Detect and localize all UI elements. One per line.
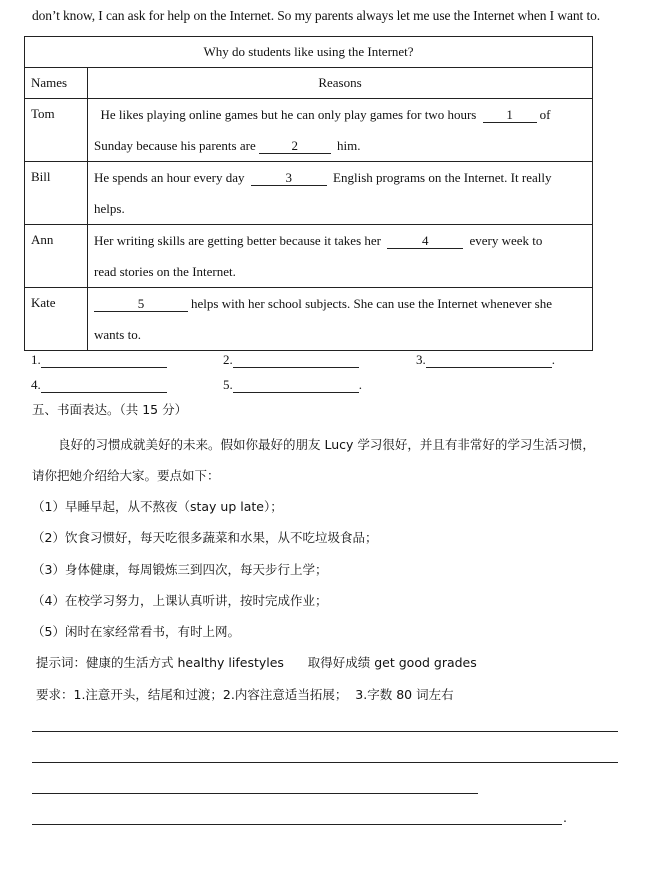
reason-text: read stories on the Internet. [94,264,236,279]
writing-line[interactable] [32,793,478,794]
row-reason-kate [88,288,593,351]
passage-last-line: don’t know, I can ask for help on the Internet. So my parents always let me use the Internet when I want to. [32,8,601,23]
requirements: 要求：1.注意开头，结尾和过渡；2.内容注意适当拓展； 3.字数 80 词左右 [36,687,454,702]
reason-text: helps with her school subjects. She can use the Internet whenever she [191,296,553,311]
writing-line[interactable] [32,762,618,763]
answer-4[interactable] [31,377,167,393]
point-2: （2）饮食习惯好，每天吃很多蔬菜和水果，从不吃垃圾食品； [32,530,378,545]
answer-5[interactable] [223,377,362,393]
answer-number: 2. [223,352,233,367]
answer-number: 5. [223,377,233,392]
reason-text: Her writing skills are getting better because it takes her [94,233,381,248]
table-row [25,99,593,162]
reason-text: He spends an hour every day [94,170,245,185]
reason-text: Sunday because his parents are [94,138,256,153]
prompt-intro-line-1: 良好的习惯成就美好的未来。假如你最好的朋友 Lucy 学习很好，并且有非常好的学习生活习惯， [58,437,595,452]
row-reason-ann [88,225,593,288]
blank-1: 1 [483,107,537,123]
point-4: （4）在校学习努力，上课认真听讲，按时完成作业； [32,593,328,608]
row-name-bill: Bill [25,162,88,225]
reason-text: He likes playing online games but he can only play games for two hours [100,107,477,122]
writing-line[interactable] [32,731,618,732]
table-row [25,162,593,225]
answer-number: 1. [31,352,41,367]
hint-words: 提示词：健康的生活方式 healthy lifestyles 取得好成绩 get good grades [36,655,477,670]
point-3: （3）身体健康，每周锻炼三到四次，每天步行上学； [32,562,328,577]
answer-3[interactable] [416,352,555,368]
reason-text: every week to [469,233,543,248]
row-reason-tom [88,99,593,162]
point-1: （1）早睡早起，从不熬夜（stay up late）； [32,499,283,514]
table-row [25,288,593,351]
reasons-table [24,36,593,351]
reason-text: helps. [94,201,125,216]
section-title: 五、书面表达。（共 15 分） [32,402,188,417]
row-name-tom: Tom [25,99,88,162]
answer-2[interactable] [223,352,359,368]
header-names: Names [25,68,88,99]
row-reason-bill [88,162,593,225]
reason-text: wants to. [94,327,141,342]
row-name-ann: Ann [25,225,88,288]
writing-line[interactable] [32,824,562,825]
blank-4: 4 [387,233,463,249]
reason-text: English programs on the Internet. It really [333,170,552,185]
blank-5: 5 [94,296,188,312]
table-caption: Why do students like using the Internet? [25,37,593,68]
answer-1[interactable] [31,352,167,368]
blank-3: 3 [251,170,327,186]
point-5: （5）闲时在家经常看书，有时上网。 [32,624,240,639]
writing-end-mark: . [563,810,567,825]
table-row [25,225,593,288]
answer-number: 3. [416,352,426,367]
reason-text: of [539,107,551,122]
prompt-intro-line-2: 请你把她介绍给大家。要点如下： [32,468,220,483]
end-mark: . [551,352,555,367]
header-reasons: Reasons [88,68,593,99]
end-mark: . [358,377,362,392]
row-name-kate: Kate [25,288,88,351]
reason-text: him. [336,138,361,153]
blank-2: 2 [259,138,331,154]
answer-number: 4. [31,377,41,392]
